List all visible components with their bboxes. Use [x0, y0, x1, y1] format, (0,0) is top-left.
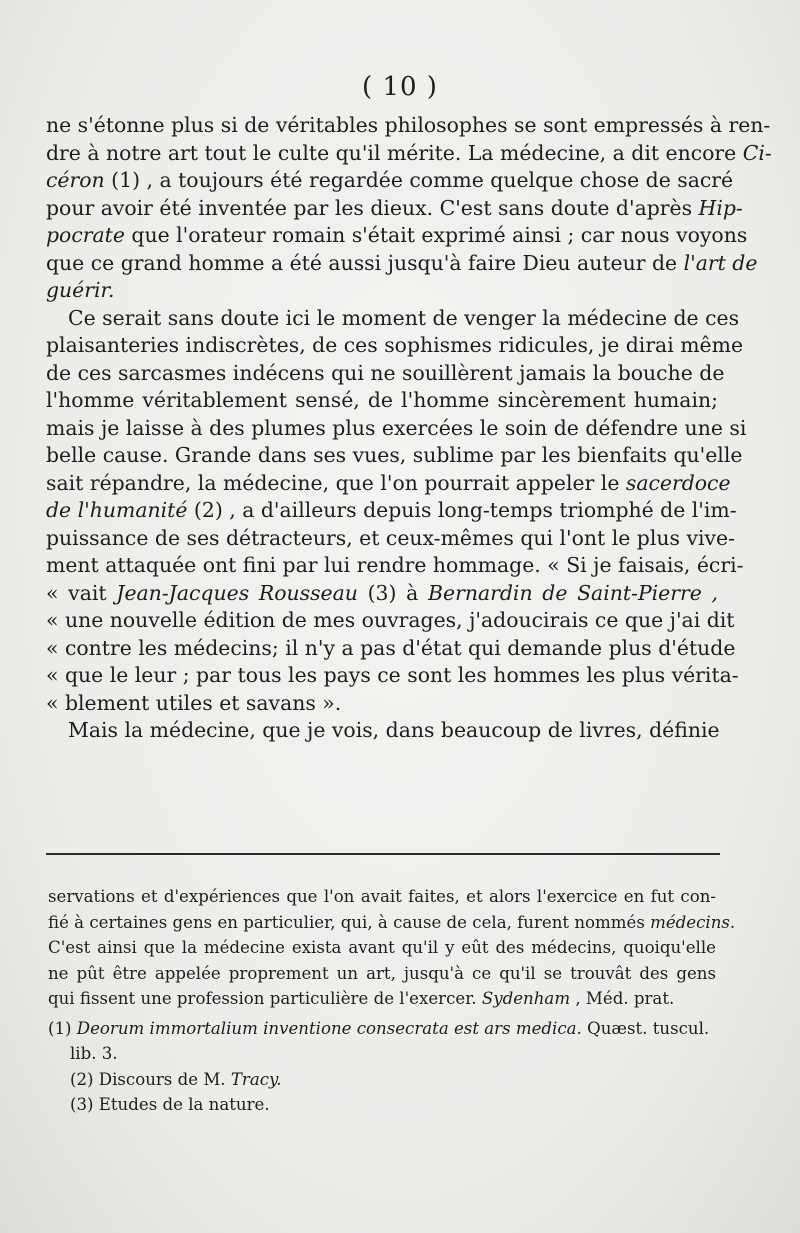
text-line — [46, 387, 718, 415]
text-line — [46, 250, 758, 278]
text-line — [46, 360, 725, 388]
italic-text-run: Deorum immortalium inventione consecrata est ars medica. — [76, 1018, 582, 1038]
italic-text-run: Jean-Jacques Rousseau — [116, 580, 358, 605]
text-run: sait répandre, la médecine, que l'on pourrait appeler le — [46, 470, 626, 495]
text-run: Quæst. tuscul. — [581, 1018, 710, 1038]
text-run: , Méd. prat. — [570, 989, 675, 1008]
text-run: (1) , a toujours été regardée comme quelque chose de sacré — [104, 168, 734, 192]
footnote-item — [48, 1067, 716, 1093]
italic-text-run: médecins. — [650, 912, 736, 932]
text-run: ne s'étonne plus si de véritables philosophes se sont empressés à ren- — [46, 113, 771, 137]
italic-text-run: céron — [46, 168, 105, 192]
text-run: mais je laisse à des plumes plus exercées le soin de défendre une si — [46, 415, 747, 440]
text-line — [46, 607, 735, 635]
text-run: qui fissent une profession particulière de l'exercer. — [48, 989, 482, 1008]
text-run: l'homme véritablement sensé, de l'homme sincèrement humain; — [46, 388, 718, 412]
text-run: « contre les médecins; il n'y a pas d'état qui demande plus d'étude — [46, 635, 736, 660]
main-text — [46, 112, 772, 745]
footnote-item — [48, 1016, 716, 1042]
text-line — [46, 222, 748, 250]
footnote-list — [48, 1016, 716, 1118]
italic-text-run: Ci- — [742, 140, 772, 165]
text-run: ment attaquée ont fini par lui rendre hommage. « Si je faisais, écri- — [46, 553, 744, 577]
text-run: (1) — [48, 1018, 77, 1038]
text-line — [46, 497, 737, 525]
text-line — [46, 717, 718, 745]
text-run: belle cause. Grande dans ses vues, sublime par les bienfaits qu'elle — [46, 443, 743, 467]
text-run: C'est ainsi que la médecine exista avant qu'il y eût des médecins, quoiqu'elle — [48, 938, 716, 957]
italic-text-run: Hip- — [698, 195, 743, 220]
footnote-line — [48, 910, 736, 936]
page-number: ( 10 ) — [362, 72, 438, 102]
footnote-item — [48, 1041, 716, 1067]
text-run: de ces sarcasmes indécens qui ne souillèrent jamais la bouche de — [46, 360, 725, 385]
italic-text-run: pocrate — [46, 223, 125, 247]
footnote-item — [48, 1092, 716, 1118]
text-line — [46, 525, 735, 553]
text-run: puissance de ses détracteurs, et ceux-mêmes qui l'ont le plus vive- — [46, 525, 735, 550]
footnotes — [48, 884, 736, 1118]
text-line — [46, 415, 747, 443]
text-line — [46, 662, 739, 690]
text-run: « une nouvelle édition de mes ouvrages, j'adoucirais ce que j'ai dit — [46, 608, 735, 632]
text-run: servations et d'expériences que l'on avait faites, et alors l'exercice en fut con- — [48, 887, 716, 906]
text-run: lib. 3. — [70, 1044, 118, 1063]
text-run: (2) , a d'ailleurs depuis long-temps triomphé de l'im- — [187, 498, 737, 522]
footnote-line — [48, 986, 716, 1012]
footnote-rule — [46, 853, 720, 855]
italic-text-run: l'art de — [683, 250, 758, 275]
text-run: fié à certaines gens en particulier, qui, à cause de cela, furent nommés — [48, 912, 651, 932]
text-run: (3) à — [357, 580, 429, 605]
text-line — [46, 332, 744, 360]
footnote-continuation — [48, 884, 736, 1012]
text-line — [46, 552, 744, 580]
text-line — [46, 140, 772, 168]
text-run: plaisanteries indiscrètes, de ces sophismes ridicules, je dirai même — [46, 333, 744, 357]
text-run: Mais la médecine, que je vois, dans beaucoup de livres, définie — [68, 718, 720, 742]
text-run: ne pût être appelée proprement un art, jusqu'à ce qu'il se trouvât des gens — [48, 963, 716, 983]
footnote-line — [48, 935, 716, 961]
text-run: dre à notre art tout le culte qu'il mérite. La médecine, a dit encore — [46, 140, 743, 165]
italic-text-run: sacerdoce — [625, 470, 731, 495]
text-line — [46, 305, 740, 333]
text-line — [46, 277, 718, 305]
text-line — [46, 580, 718, 608]
italic-text-run: Sydenham — [481, 989, 571, 1008]
footnote-line — [48, 961, 716, 987]
italic-text-run: de l'humanité — [46, 498, 188, 522]
text-run: que ce grand homme a été aussi jusqu'à faire Dieu auteur de — [46, 250, 684, 275]
text-run: « vait — [46, 580, 117, 605]
text-run: pour avoir été inventée par les dieux. C'est sans doute d'après — [46, 195, 699, 220]
italic-text-run: Tracy. — [230, 1069, 282, 1089]
text-run: « blement utiles et savans ». — [46, 690, 342, 715]
text-line — [46, 112, 771, 140]
text-run: (3) Etudes de la nature. — [70, 1095, 270, 1114]
text-line — [46, 470, 731, 498]
text-line — [46, 195, 743, 223]
text-run: Ce serait sans doute ici le moment de venger la médecine de ces — [68, 305, 740, 330]
text-run: (2) Discours de M. — [70, 1069, 231, 1089]
text-line — [46, 167, 734, 195]
italic-text-run: Bernardin de Saint-Pierre , — [428, 580, 718, 605]
text-line — [46, 442, 743, 470]
footnote-line — [48, 884, 716, 910]
text-run: que l'orateur romain s'était exprimé ainsi ; car nous voyons — [124, 223, 748, 247]
text-line — [46, 690, 718, 718]
italic-text-run: guérir. — [46, 278, 115, 302]
text-line — [46, 635, 736, 663]
text-run: « que le leur ; par tous les pays ce sont les hommes les plus vérita- — [46, 663, 739, 687]
